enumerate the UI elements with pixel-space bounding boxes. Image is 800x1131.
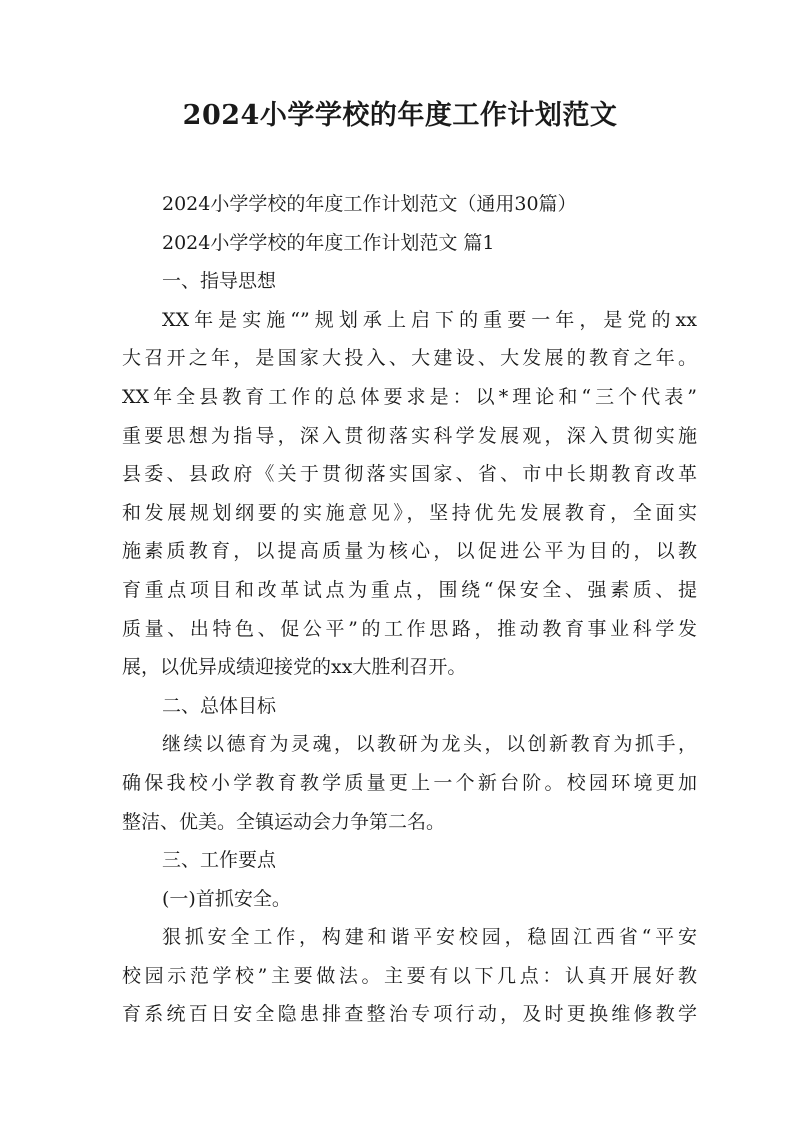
heading-overall-goal: 二、总体目标	[162, 694, 277, 717]
document-body	[122, 185, 697, 1034]
subtitle-line: 2024小学学校的年度工作计划范文（通用30篇）	[162, 193, 577, 215]
paragraph-line: 施素质教育，以提高质量为核心，以促进公平为目的，以教	[122, 540, 697, 563]
section-heading-line: 2024小学学校的年度工作计划范文 篇1	[162, 231, 495, 254]
paragraph-line: 和发展规划纲要的实施意见》，坚持优先发展教育，全面实	[122, 501, 697, 524]
heading-work-points: 三、工作要点	[162, 849, 277, 872]
paragraph-line: 继续以德育为灵魂，以教研为龙头，以创新教育为抓手，	[162, 733, 697, 756]
paragraph-line: 狠抓安全工作，构建和谐平安校园，稳固江西省“平安	[162, 926, 697, 949]
heading-guiding-ideology: 一、指导思想	[162, 270, 277, 293]
paragraph-line: 质量、出特色、促公平”的工作思路，推动教育事业科学发	[122, 617, 697, 640]
paragraph-line: 育系统百日安全隐患排查整治专项行动，及时更换维修教学	[122, 1003, 697, 1026]
paragraph-line: 确保我校小学教育教学质量更上一个新台阶。校园环境更加	[122, 771, 697, 794]
paragraph-line: 展，以优异成绩迎接党的xx大胜利召开。	[122, 656, 467, 679]
subheading-safety: (一)首抓安全。	[162, 887, 291, 910]
paragraph-line: 校园示范学校”主要做法。主要有以下几点：认真开展好教	[122, 964, 697, 987]
paragraph-line: XX年全县教育工作的总体要求是：以*理论和“三个代表”	[122, 385, 697, 408]
paragraph-line: 县委、县政府《关于贯彻落实国家、省、市中长期教育改革	[122, 463, 697, 486]
paragraph-line: 大召开之年，是国家大投入、大建设、大发展的教育之年。	[122, 347, 697, 370]
document-title: 2024小学学校的年度工作计划范文	[182, 100, 618, 131]
paragraph-line: 重要思想为指导，深入贯彻落实科学发展观，深入贯彻实施	[122, 424, 697, 447]
paragraph-line: 整洁、优美。全镇运动会力争第二名。	[122, 810, 446, 833]
paragraph-line: XX年是实施“”规划承上启下的重要一年，是党的xx	[162, 308, 697, 331]
paragraph-line: 育重点项目和改革试点为重点，围绕“保安全、强素质、提	[122, 578, 697, 601]
